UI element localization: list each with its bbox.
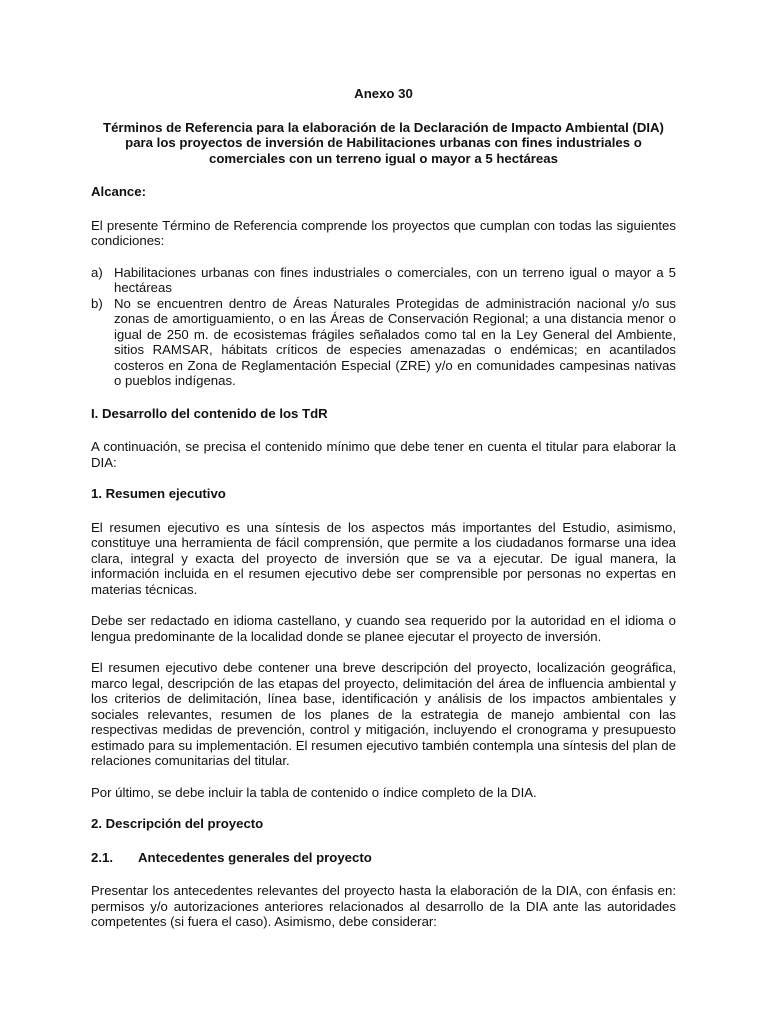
conditions-list [91,265,676,389]
scope-intro: El presente Término de Referencia comprende los proyectos que cumplan con todas las siguientes condiciones: [91,217,676,248]
condition-item [91,265,676,296]
summary-paragraph: Por último, se debe incluir la tabla de contenido o índice completo de la DIA. [91,784,537,800]
condition-marker: a) [91,264,103,280]
condition-text: Habilitaciones urbanas con fines industriales o comerciales, con un terreno igual o mayor a 5 hectáreas [114,264,676,295]
subsection-title: Antecedentes generales del proyecto [138,849,372,865]
section-1-heading: I. Desarrollo del contenido de los TdR [91,405,328,421]
document-title: Términos de Referencia para la elaboración de la Declaración de Impacto Ambiental (DIA) para los proyectos de inversión de Habilitaciones urbanas con fines industriales o comerciales con un terreno igual o mayor a 5 hectáreas [103,119,664,166]
summary-paragraph: El resumen ejecutivo es una síntesis de los aspectos más importantes del Estudio, asimismo, constituye una herramienta de fácil comprensión, que permite a los ciudadanos formarse una idea clara, integral y exacta del proyecto de inversión que se va a ejecutar. De igual manera, la información incluida en el resumen ejecutivo debe ser comprensible por personas no expertas en materias técnicas. [91,519,676,597]
subsection-heading [91,850,676,866]
subsection-number: 2.1. [91,849,113,865]
condition-item [91,296,676,389]
summary-heading: 1. Resumen ejecutivo [91,486,226,501]
document-page [91,86,676,946]
scope-heading: Alcance: [91,184,146,199]
section-1-intro: A continuación, se precisa el contenido mínimo que debe tener en cuenta el titular para elaborar la DIA: [91,439,676,470]
condition-marker: b) [91,295,103,311]
summary-paragraph: Debe ser redactado en idioma castellano, y cuando sea requerido por la autoridad en el idioma o lengua predominante de la localidad donde se planee ejecutar el proyecto de inversión. [91,613,676,644]
annex-title: Anexo 30 [354,86,413,101]
background-paragraph: Presentar los antecedentes relevantes del proyecto hasta la elaboración de la DIA, con énfasis en: permisos y/o autorizaciones anteriores relacionados al desarrollo de la DIA ante las autoridades competentes (si fuera el caso). Asimismo, debe considerar: [91,883,676,929]
description-heading: 2. Descripción del proyecto [91,816,264,831]
summary-paragraph: El resumen ejecutivo debe contener una breve descripción del proyecto, localización geográfica, marco legal, descripción de las etapas del proyecto, delimitación del área de influencia ambiental y los criterios de delimitación, línea base, identificación y análisis de los impactos ambientales y sociales relevantes, resumen de los planes de la estrategia de manejo ambiental con las respectivas medidas de prevención, control y mitigación, incluyendo el cronograma y presupuesto estimado para su implementación. El resumen ejecutivo también contempla una síntesis del plan de relaciones comunitarias del titular. [91,660,676,768]
condition-text: No se encuentren dentro de Áreas Naturales Protegidas de administración nacional y/o sus zonas de amortiguamiento, o en las Áreas de Conservación Regional; a una distancia menor o igual de 250 m. de ecosistemas frágiles señalados como tal en la Ley General del Ambiente, sitios RAMSAR, hábitats críticos de especies amenazadas o endémicas; en acantilados costeros en Zona de Reglamentación Especial (ZRE) y/o en comunidades campesinas nativas o pueblos indígenas. [114,295,676,388]
